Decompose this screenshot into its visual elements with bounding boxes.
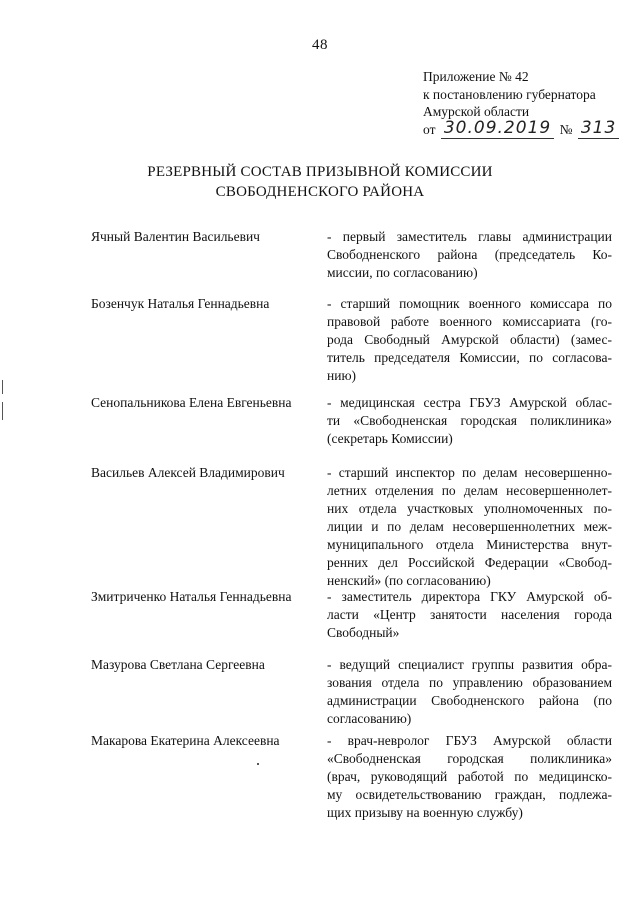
member-name: Мазурова Светлана Сергеевна (91, 657, 265, 672)
member-role-line: нию) (327, 368, 357, 383)
member-role (327, 394, 612, 448)
handwritten-date: 30.09.2019 (441, 118, 554, 139)
member-role-line: миссии, по согласованию) (327, 265, 478, 280)
member-role-line: ти «Свободненская городская поликлиника» (327, 413, 612, 428)
handwritten-number: 313 (578, 118, 619, 139)
page-number: 48 (312, 37, 328, 53)
member-role-line: администрации Свободненского района (по (327, 693, 612, 708)
member-role-line: летних отделения по делам несовершеннолет- (327, 483, 612, 498)
document-title-line-2: СВОБОДНЕНСКОГО РАЙОНА (215, 184, 425, 200)
member-role-line: ренних дел Российской Федерации «Свобод- (327, 555, 612, 570)
member-name: Васильев Алексей Владимирович (91, 465, 285, 480)
member-role-line: муниципального отдела Министерства внут- (327, 537, 612, 552)
member-role-line: титель председателя Комиссии, по согласова- (327, 350, 612, 365)
member-role-line: лиции и по делам несовершеннолетних меж- (327, 519, 612, 534)
member-role-line: - медицинская сестра ГБУЗ Амурской облас- (327, 395, 612, 410)
member-role (327, 656, 612, 728)
member-role-line: - старший помощник военного комиссара по (327, 296, 612, 311)
member-role (327, 732, 612, 822)
member-name: Сенопальникова Елена Евгеньевна (91, 395, 292, 410)
member-role-line: - врач-невролог ГБУЗ Амурской области (327, 733, 612, 748)
member-role-line: щих призыву на военную службу) (327, 805, 523, 820)
member-role-line: (секретарь Комиссии) (327, 431, 453, 446)
member-role-line: них отдела участковых уполномоченных по- (327, 501, 612, 516)
member-role-line: Свободненского района (председатель Ко- (327, 247, 612, 262)
member-role-line: му освидетельствованию граждан, подлежа- (327, 787, 612, 802)
member-role-line: ласти «Центр занятости населения города (327, 607, 612, 622)
member-role-line: - первый заместитель главы администрации (327, 229, 612, 244)
appendix-region: Амурской области (423, 104, 530, 119)
member-role-line: (врач, руководящий работой по медицинско- (327, 769, 612, 784)
member-role (327, 464, 612, 590)
appendix-resolution: к постановлению губернатора (423, 86, 596, 102)
member-role (327, 228, 612, 282)
document-title (0, 162, 640, 202)
member-name: Ячный Валентин Васильевич (91, 229, 260, 244)
member-name: Змитриченко Наталья Геннадьевна (91, 589, 292, 604)
number-prefix: № (559, 121, 573, 137)
date-prefix: от (423, 121, 436, 137)
member-role-line: - заместитель директора ГКУ Амурской об- (327, 589, 612, 604)
scan-speck (257, 763, 259, 765)
member-role-line: ненский» (по согласованию) (327, 573, 491, 588)
member-role-line: «Свободненская городская поликлиника» (327, 751, 612, 766)
member-role-line: Свободный» (327, 625, 400, 640)
member-role-line: правовой работе военного комиссариата (го- (327, 314, 612, 329)
document-title-line-1: РЕЗЕРВНЫЙ СОСТАВ ПРИЗЫВНОЙ КОМИССИИ (147, 164, 493, 180)
member-role-line: зования отдела по управлению образованием (327, 675, 612, 690)
scan-mark (2, 402, 3, 420)
scan-mark (2, 380, 3, 394)
member-role (327, 588, 612, 642)
member-role (327, 295, 612, 385)
member-name: Макарова Екатерина Алексеевна (91, 733, 280, 748)
member-name: Бозенчук Наталья Геннадьевна (91, 296, 270, 311)
member-role-line: рода Свободный Амурской области) (замес- (327, 332, 612, 347)
appendix-header (423, 68, 623, 138)
member-role-line: - ведущий специалист группы развития обра- (327, 657, 612, 672)
appendix-date-number-row (423, 117, 623, 139)
appendix-number: Приложение № 42 (423, 69, 529, 84)
member-role-line: согласованию) (327, 711, 412, 726)
member-role-line: - старший инспектор по делам несовершенно- (327, 465, 612, 480)
